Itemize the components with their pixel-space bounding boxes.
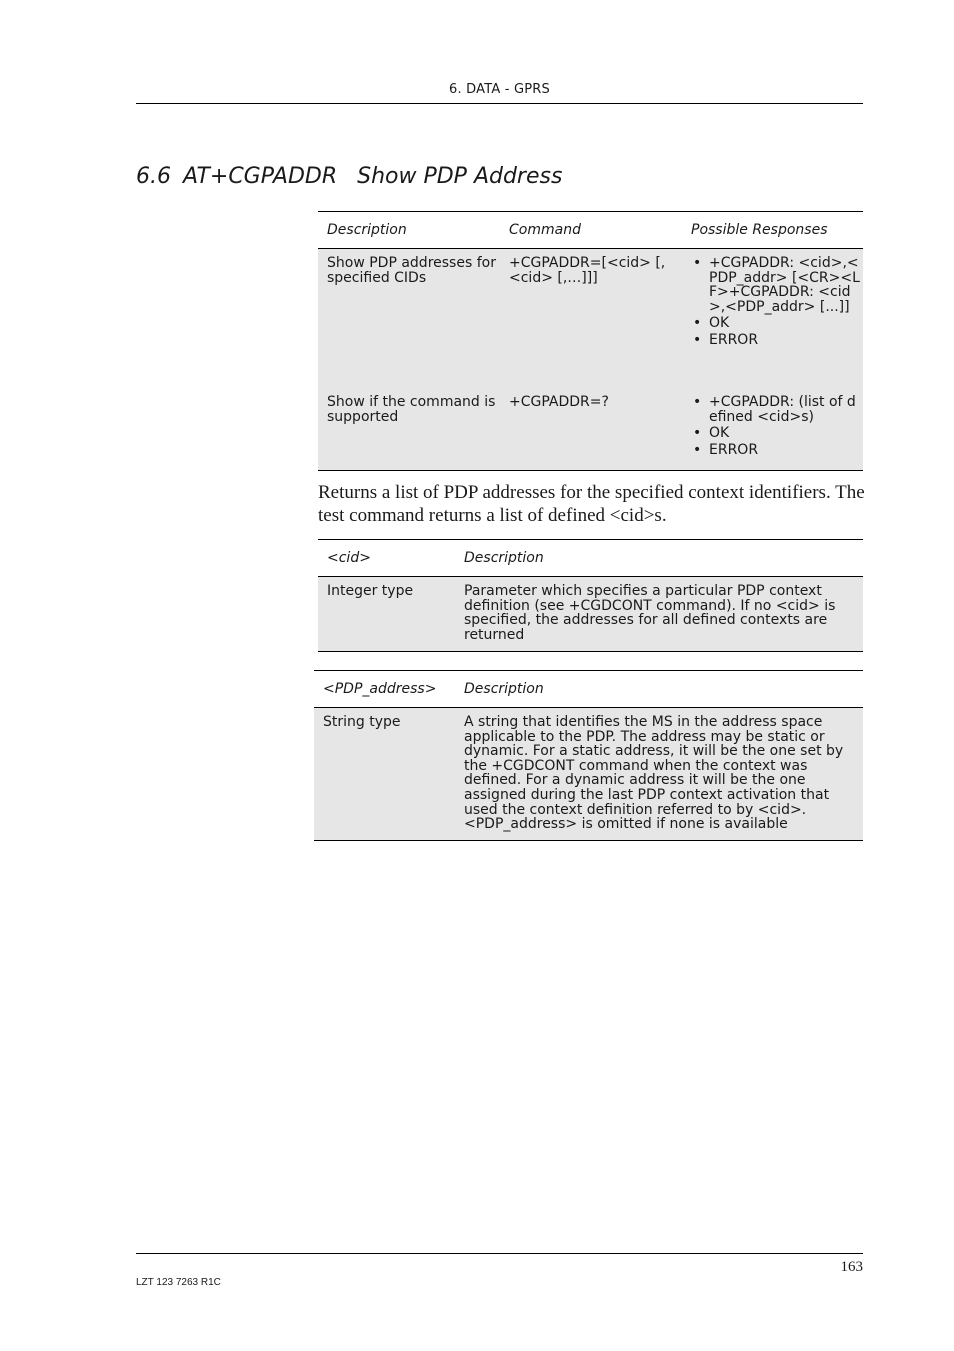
row-responses xyxy=(682,388,863,471)
response-item: • ERROR xyxy=(691,443,862,458)
section-number: 6.6 xyxy=(136,164,171,189)
row-responses xyxy=(682,249,863,389)
response-item: • OK xyxy=(691,426,862,441)
param-value: Integer type xyxy=(318,577,455,652)
command-table-header xyxy=(318,212,863,249)
cid-table-header xyxy=(318,540,863,577)
row-description: Show PDP addresses for specified CIDs xyxy=(318,249,500,389)
table-row xyxy=(314,708,863,841)
param-description: A string that identifies the MS in the address space applicable to the PDP. The address may be static or dynamic. For a static address, it will be the one set by the +CGDCONT command when the context was defined. For a dynamic address it will be the one assigned during the last PDP context activation that used the context definition referred to by <cid>. <PDP_address> is omitted if none is available xyxy=(455,708,863,841)
running-header: 6. DATA - GPRS xyxy=(449,82,550,97)
document-id: LZT 123 7263 R1C xyxy=(136,1277,221,1288)
response-item: • +CGPADDR: <cid>,<PDP_addr> [<CR><LF>+CGPADDR: <cid>,<PDP_addr> [...]] xyxy=(691,256,862,314)
footer-rule xyxy=(136,1253,863,1254)
response-item: • OK xyxy=(691,316,862,331)
row-command: +CGPADDR=[<cid> [,<cid> [,…]]] xyxy=(500,249,682,389)
command-table xyxy=(318,211,863,471)
table-row xyxy=(318,388,863,471)
header-pdp-address: <PDP_address> xyxy=(314,671,455,708)
response-item: • ERROR xyxy=(691,333,862,348)
pdp-table-header xyxy=(314,671,863,708)
param-description: Parameter which specifies a particular PDP context definition (see +CGDCONT command). If no <cid> is specified, the addresses for all defined contexts are returned xyxy=(455,577,863,652)
pdp-address-parameter-table xyxy=(314,670,863,841)
body-paragraph: Returns a list of PDP addresses for the specified context identifiers. The test command returns a list of defined <cid>s. xyxy=(318,482,865,526)
header-command: Command xyxy=(500,212,682,249)
table-row xyxy=(318,249,863,389)
section-command: AT+CGPADDR xyxy=(183,164,338,189)
section-heading-text: Show PDP Address xyxy=(357,164,563,189)
row-command: +CGPADDR=? xyxy=(500,388,682,471)
header-rule xyxy=(136,103,863,104)
table-row xyxy=(318,577,863,652)
param-value: String type xyxy=(314,708,455,841)
header-description: Description xyxy=(455,540,863,577)
header-cid: <cid> xyxy=(318,540,455,577)
page-number: 163 xyxy=(840,1259,863,1275)
row-description: Show if the command is supported xyxy=(318,388,500,471)
cid-parameter-table xyxy=(318,539,863,652)
section-title xyxy=(136,164,562,189)
header-description: Description xyxy=(455,671,863,708)
response-item: • +CGPADDR: (list of defined <cid>s) xyxy=(691,395,862,424)
header-possible-responses: Possible Responses xyxy=(682,212,863,249)
header-description: Description xyxy=(318,212,500,249)
